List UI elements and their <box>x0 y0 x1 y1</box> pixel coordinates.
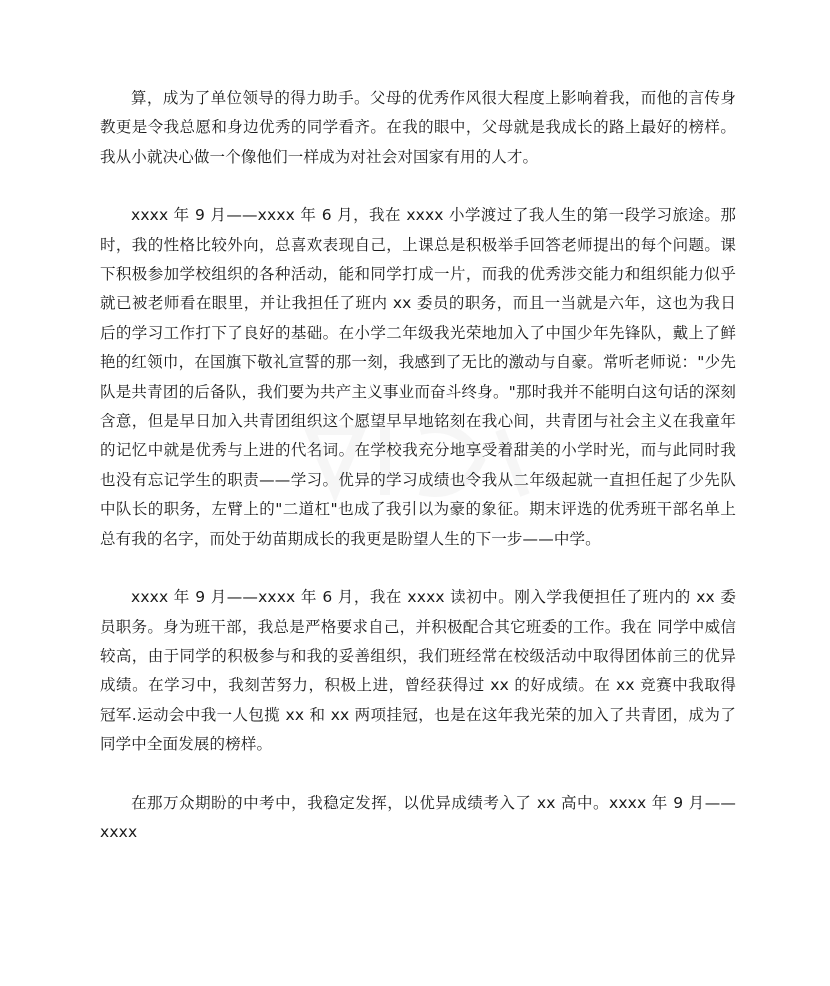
paragraph-gap <box>100 760 736 789</box>
document-body <box>100 84 736 847</box>
paragraph-primary-school: xxxx 年 9 月——xxxx 年 6 月，我在 xxxx 小学渡过了我人生的第一段学习旅途。那时，我的性格比较外向，总喜欢表现自己，上课总是积极举手回答老师提出的每个问题。课下积极参加学校组织的各种活动，能和同学打成一片，而我的优秀涉交能力和组织能力似乎就已被老师看在眼里，并让我担任了班内 xx 委员的职务，而且一当就是六年，这也为我日后的学习工作打下了良好的基础。在小学二年级我光荣地加入了中国少年先锋队，戴上了鲜艳的红领巾，在国旗下敬礼宣誓的那一刻，我感到了无比的激动与自豪。常听老师说："少先队是共青团的后备队，我们要为共产主义事业而奋斗终身。"那时我并不能明白这句话的深刻含意，但是早日加入共青团组织这个愿望早早地铭刻在我心间，共青团与社会主义在我童年的记忆中就是优秀与上进的代名词。在学校我充分地享受着甜美的小学时光，而与此同时我也没有忘记学生的职责——学习。优异的学习成绩也令我从二年级起就一直担任起了少先队中队长的职务，左臂上的"二道杠"也成了我引以为豪的象征。期末评选的优秀班干部名单上总有我的名字，而处于幼苗期成长的我更是盼望人生的下一步——中学。 <box>100 206 736 548</box>
paragraph-high-school: 在那万众期盼的中考中，我稳定发挥，以优异成绩考入了 xx 高中。xxxx 年 9 月——xxxx <box>100 793 736 841</box>
paragraph-junior-high: xxxx 年 9 月——xxxx 年 6 月，我在 xxxx 读初中。刚入学我便担任了班内的 xx 委员职务。身为班干部，我总是严格要求自己，并积极配合其它班委的工作。我在 同学中威信较高，由于同学的积极参与和我的妥善组织，我们班经常在校级活动中取得团体前三的优异成绩。在学习中，我刻苦努力，积极上进，曾经获得过 xx 的好成绩。在 xx 竞赛中我取得冠军.运动会中我一人包揽 xx 和 xx 两项挂冠，也是在这年我光荣的加入了共青团，成为了同学中全面发展的榜样。 <box>100 588 736 754</box>
paragraph-gap <box>100 554 736 583</box>
paragraph-gap <box>100 172 736 201</box>
paragraph-parents-example: 算，成为了单位领导的得力助手。父母的优秀作风很大程度上影响着我，而他的言传身教更是令我总愿和身边优秀的同学看齐。在我的眼中，父母就是我成长的路上最好的榜样。我从小就决心做一个像他们一样成为对社会对国家有用的人才。 <box>100 89 736 166</box>
